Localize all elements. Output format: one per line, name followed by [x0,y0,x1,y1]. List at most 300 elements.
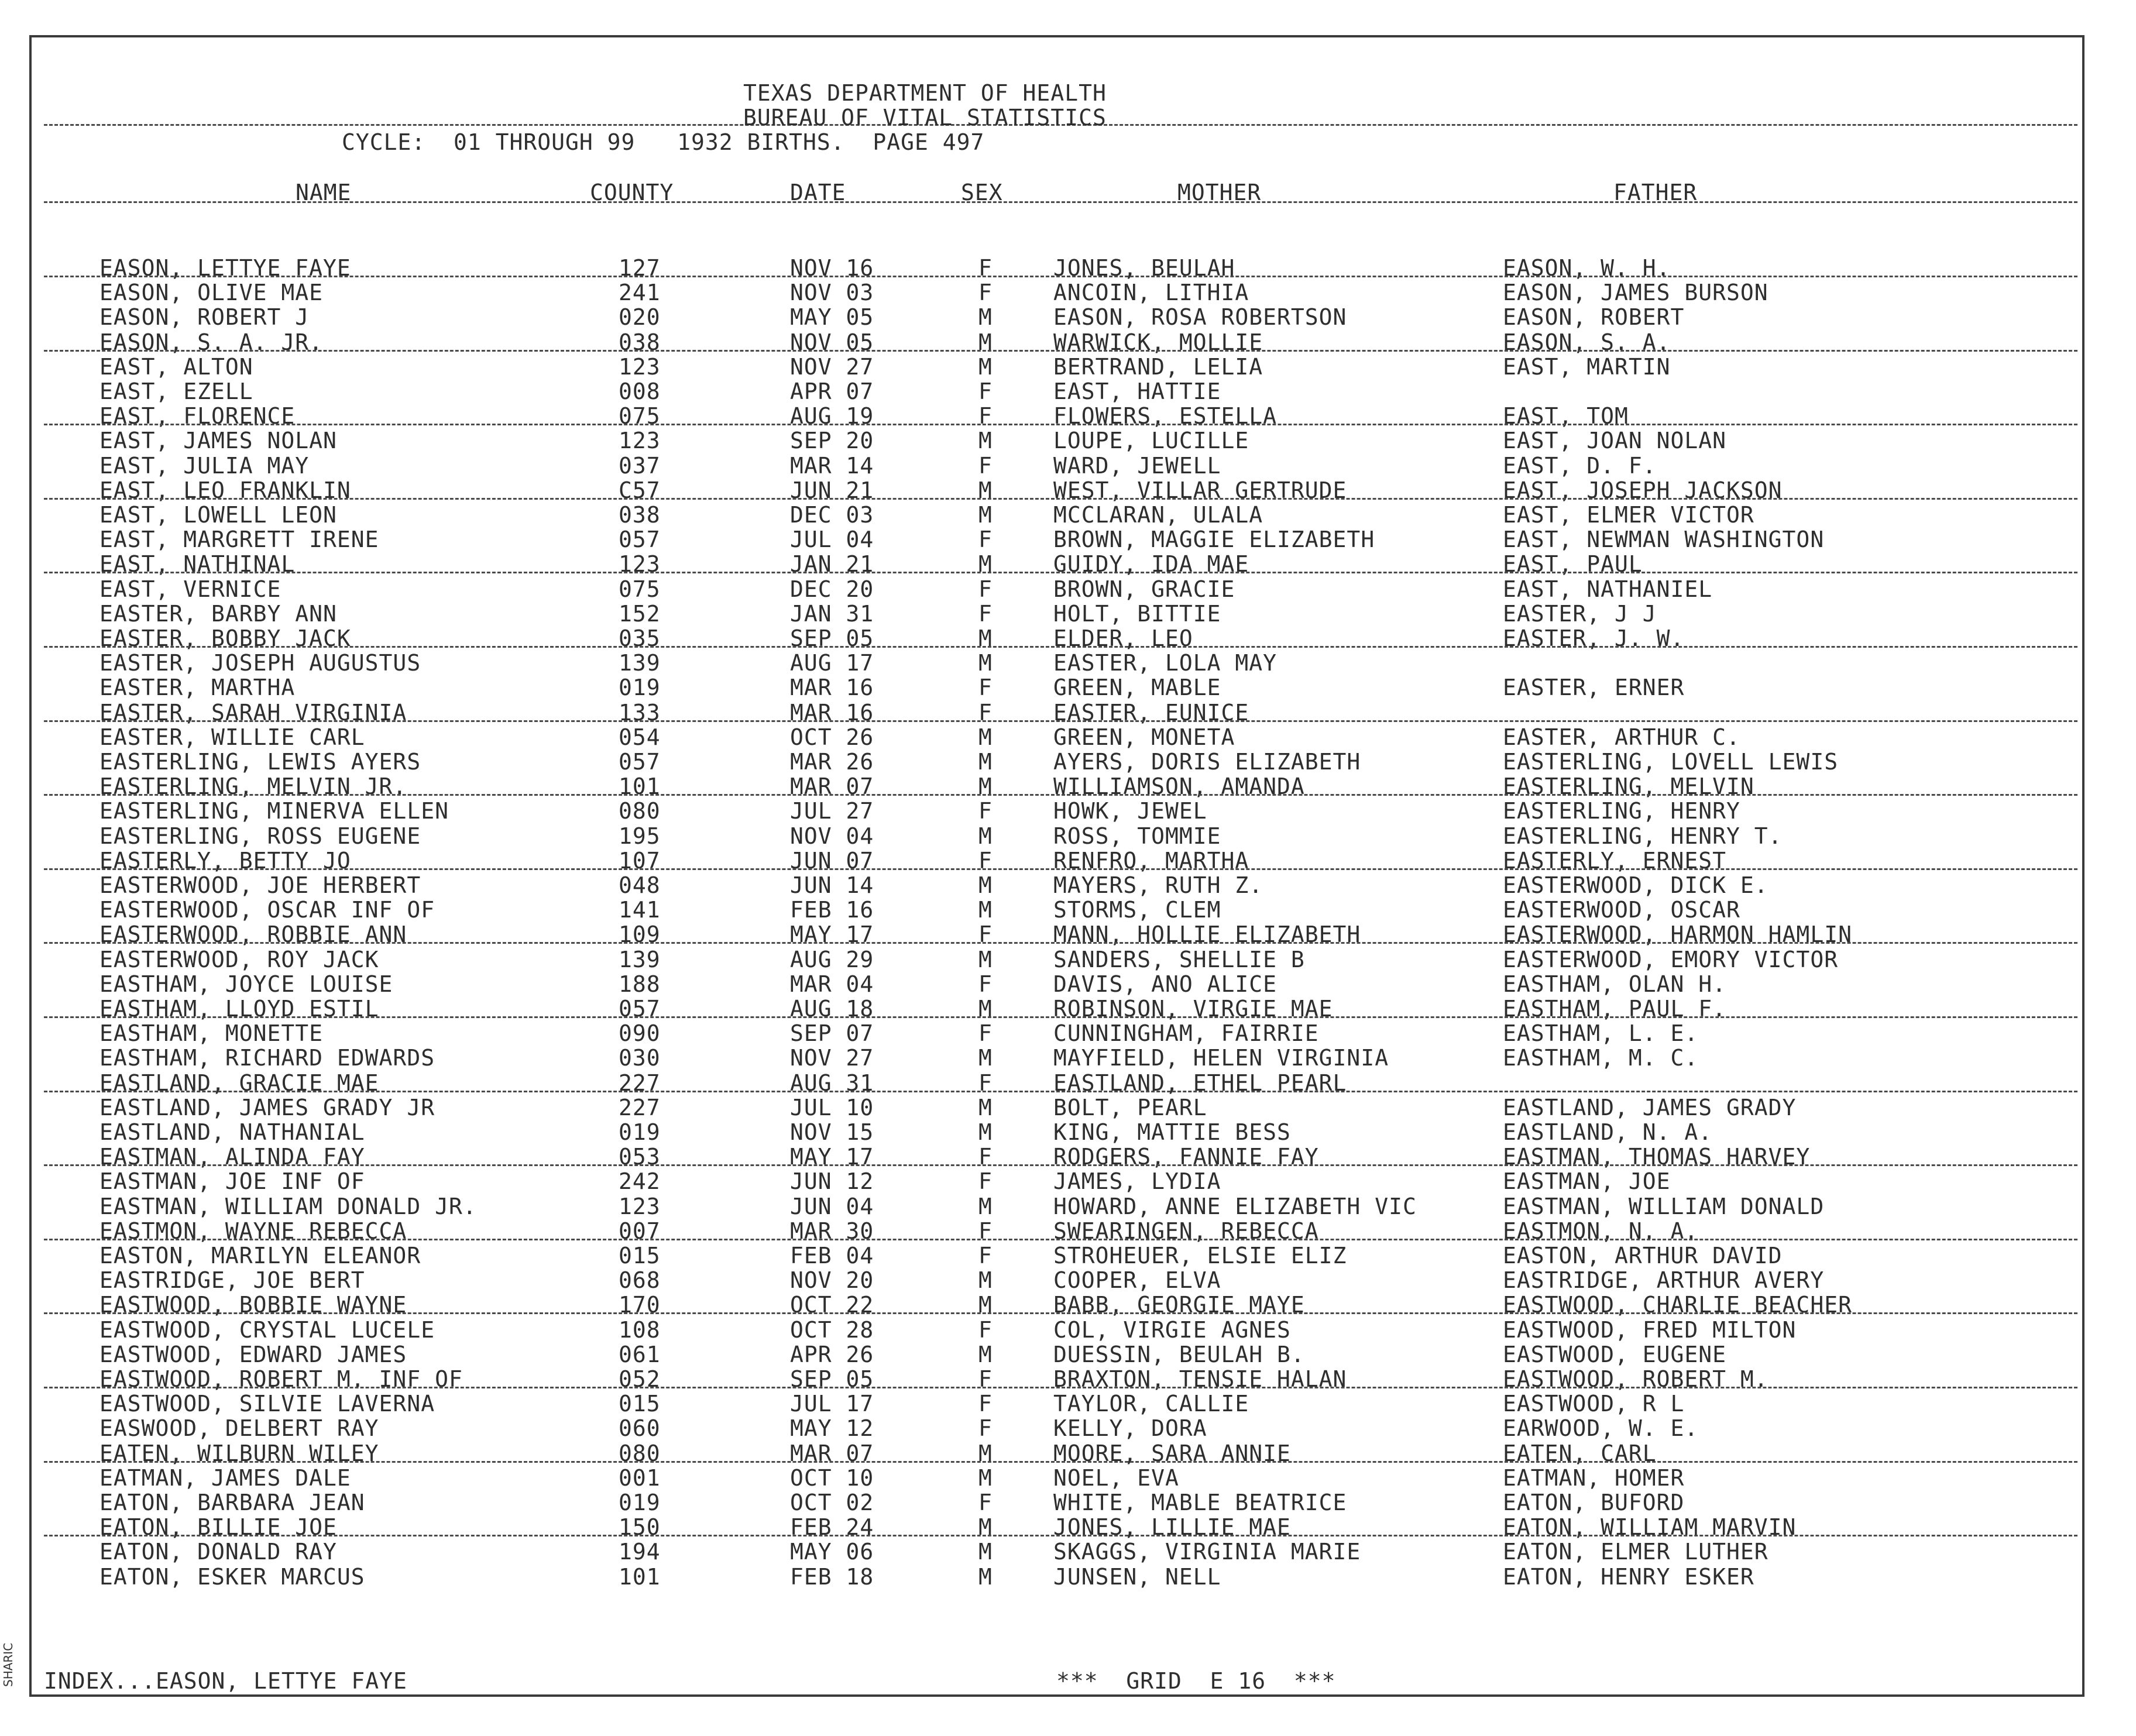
row-group-rule [44,868,2077,870]
record-sex: M [978,1514,993,1541]
record-mother: EAST, HATTIE [1053,379,1221,404]
record-sex: F [978,1144,993,1170]
record-name: EASTMAN, WILLIAM DONALD JR. [99,1193,477,1219]
record-mother: DUESSIN, BEULAH B. [1053,1341,1305,1367]
record-sex: M [978,428,993,454]
record-sex: F [978,527,993,553]
record-name: EASTERLING, MINERVA ELLEN [99,798,449,824]
record-date: JUN 04 [790,1193,874,1219]
record-mother: CUNNINGHAM, FAIRRIE [1053,1020,1319,1047]
record-row [0,1194,2136,1219]
record-sex: M [978,774,993,800]
record-date: JUL 27 [790,798,874,824]
record-date: AUG 18 [790,996,874,1022]
record-date: JAN 21 [790,551,874,577]
record-mother: SWEARINGEN, REBECCA [1053,1218,1319,1244]
record-sex: M [978,749,993,775]
record-father: EASTER, J J [1503,600,1657,627]
record-mother: EASTER, EUNICE [1053,699,1249,726]
record-date: JUN 21 [790,477,874,503]
record-name: EASON, LETTYE FAYE [99,255,351,281]
record-father: EASTERLING, MELVIN [1503,774,1754,800]
record-county: 019 [619,675,661,701]
record-sex: M [978,946,993,972]
record-county: 057 [619,749,661,775]
record-sex: M [978,1267,993,1294]
record-county: 101 [619,774,661,800]
record-date: AUG 17 [790,650,874,676]
record-date: SEP 05 [790,1366,874,1392]
row-group-rule [44,1091,2077,1092]
record-name: EATON, ESKER MARCUS [99,1563,365,1590]
col-header-father: FATHER [1613,180,1698,205]
record-county: 035 [619,625,661,651]
record-row [0,355,2136,379]
record-mother: ROBINSON, VIRGIE MAE [1053,996,1333,1022]
record-name: EASTLAND, GRACIE MAE [99,1070,379,1096]
record-date: JAN 31 [790,600,874,627]
record-sex: M [978,551,993,577]
record-father: EAST, NATHANIEL [1503,576,1713,602]
record-row [0,280,2136,305]
record-row [0,750,2136,774]
record-sex: M [978,1292,993,1318]
record-name: EASTWOOD, ROBERT M. INF OF [99,1366,463,1392]
record-sex: F [978,1020,993,1047]
record-sex: F [978,600,993,627]
side-label: SHARIC [1,1642,15,1687]
record-county: C57 [619,477,661,503]
record-sex: F [978,675,993,701]
record-sex: M [978,724,993,750]
record-name: EAST, FLORENCE [99,403,296,429]
record-name: EASTER, WILLIE CARL [99,724,365,750]
record-date: MAR 07 [790,1440,874,1466]
column-header-rule [44,201,2077,203]
record-date: JUN 14 [790,872,874,898]
record-date: JUL 04 [790,527,874,553]
record-father: EAST, PAUL [1503,551,1643,577]
record-father: EASTERWOOD, HARMON HAMLIN [1503,922,1852,948]
record-county: 048 [619,872,661,898]
record-name: EATON, DONALD RAY [99,1539,337,1565]
record-sex: F [978,1490,993,1515]
record-row [0,1466,2136,1490]
record-sex: F [978,255,993,281]
record-date: MAR 16 [790,699,874,726]
record-mother: MOORE, SARA ANNIE [1053,1440,1291,1466]
record-date: OCT 22 [790,1292,874,1318]
record-date: NOV 20 [790,1267,874,1294]
record-sex: F [978,1391,993,1417]
record-sex: M [978,1341,993,1367]
record-father: EATON, ELMER LUTHER [1503,1539,1768,1565]
record-name: EAST, LEO FRANKLIN [99,477,351,503]
record-sex: F [978,1070,993,1096]
record-name: EASON, OLIVE MAE [99,280,324,306]
record-row [0,577,2136,601]
record-row [0,947,2136,972]
record-father: EAST, MARTIN [1503,353,1671,380]
record-mother: MAYFIELD, HELEN VIRGINIA [1053,1045,1389,1071]
record-father: EASTERWOOD, DICK E. [1503,872,1768,898]
record-sex: M [978,353,993,380]
record-county: 054 [619,724,661,750]
record-mother: BERTRAND, LELIA [1053,353,1263,380]
record-county: 037 [619,452,661,479]
record-sex: M [978,1465,993,1491]
record-row [0,1342,2136,1367]
grid-footer: *** GRID E 16 *** [1056,1668,1336,1694]
record-mother: WARWICK, MOLLIE [1053,329,1263,355]
record-date: MAY 05 [790,304,874,331]
record-mother: EASTER, LOLA MAY [1053,650,1278,676]
record-father: EASTERLY, ERNEST [1503,847,1727,874]
record-father: EASTERWOOD, EMORY VICTOR [1503,946,1839,972]
col-header-mother: MOTHER [1177,180,1262,205]
record-father: EAST, ELMER VICTOR [1503,502,1754,528]
record-date: SEP 20 [790,428,874,454]
record-name: EASTER, SARAH VIRGINIA [99,699,407,726]
record-row [0,1318,2136,1342]
record-name: EASTLAND, NATHANIAL [99,1119,365,1145]
record-mother: GUIDY, IDA MAE [1053,551,1249,577]
record-row [0,1268,2136,1292]
record-name: EASTERWOOD, ROBBIE ANN [99,922,407,948]
record-county: 152 [619,600,661,627]
record-date: NOV 27 [790,353,874,380]
record-county: 194 [619,1539,661,1565]
record-name: EASON, S. A. JR. [99,329,324,355]
record-date: NOV 03 [790,280,874,306]
record-sex: M [978,1539,993,1565]
record-sex: F [978,1218,993,1244]
record-mother: JAMES, LYDIA [1053,1168,1221,1195]
record-date: FEB 16 [790,897,874,923]
record-county: 127 [619,255,661,281]
record-date: OCT 26 [790,724,874,750]
record-name: EASTWOOD, BOBBIE WAYNE [99,1292,407,1318]
record-row [0,527,2136,552]
record-father: EASTER, ERNER [1503,675,1685,701]
row-group-rule [44,646,2077,648]
record-row [0,1490,2136,1515]
record-name: EASTER, BOBBY JACK [99,625,351,651]
record-sex: F [978,1316,993,1343]
record-name: EATMAN, JAMES DALE [99,1465,351,1491]
record-county: 020 [619,304,661,331]
record-mother: COOPER, ELVA [1053,1267,1221,1294]
record-father: EASTMAN, WILLIAM DONALD [1503,1193,1825,1219]
record-sex: F [978,452,993,479]
record-county: 038 [619,329,661,355]
record-county: 080 [619,798,661,824]
record-sex: F [978,847,993,874]
record-name: EASTHAM, MONETTE [99,1020,324,1047]
record-mother: JONES, LILLIE MAE [1053,1514,1291,1541]
record-mother: WARD, JEWELL [1053,452,1221,479]
record-name: EASTERLING, LEWIS AYERS [99,749,421,775]
record-father: EASTWOOD, R L [1503,1391,1685,1417]
record-name: EATON, BILLIE JOE [99,1514,337,1541]
record-sex: F [978,1415,993,1442]
row-group-rule [44,1016,2077,1018]
record-mother: BROWN, GRACIE [1053,576,1235,602]
record-mother: ROSS, TOMMIE [1053,823,1221,849]
record-sex: M [978,625,993,651]
col-header-sex: SEX [961,180,1003,205]
record-mother: FLOWERS, ESTELLA [1053,403,1278,429]
record-father: EASTRIDGE, ARTHUR AVERY [1503,1267,1825,1294]
record-row [0,1539,2136,1564]
record-father: EASON, JAMES BURSON [1503,280,1768,306]
record-sex: F [978,699,993,726]
record-sex: F [978,1366,993,1392]
record-row [0,972,2136,996]
record-name: EASTMON, WAYNE REBECCA [99,1218,407,1244]
record-date: NOV 27 [790,1045,874,1071]
record-father: EASTMAN, THOMAS HARVEY [1503,1144,1811,1170]
record-name: EASTON, MARILYN ELEANOR [99,1243,421,1269]
record-row [0,1565,2136,1589]
index-footer: INDEX...EASON, LETTYE FAYE [44,1668,407,1694]
record-row [0,305,2136,329]
record-father: EAST, D. F. [1503,452,1657,479]
record-date: NOV 16 [790,255,874,281]
record-father: EASON, S. A. [1503,329,1671,355]
record-sex: M [978,477,993,503]
record-sex: F [978,1243,993,1269]
record-father: EASON, W. H. [1503,255,1671,281]
record-date: DEC 20 [790,576,874,602]
record-date: FEB 24 [790,1514,874,1541]
row-group-rule [44,1312,2077,1314]
record-name: EAST, NATHINAL [99,551,296,577]
record-mother: AYERS, DORIS ELIZABETH [1053,749,1361,775]
record-mother: MANN, HOLLIE ELIZABETH [1053,922,1361,948]
record-sex: M [978,823,993,849]
record-sex: M [978,872,993,898]
record-sex: F [978,922,993,948]
record-row [0,1046,2136,1070]
record-county: 242 [619,1168,661,1195]
record-county: 141 [619,897,661,923]
record-sex: M [978,1045,993,1071]
record-name: EASTERLING, MELVIN JR. [99,774,407,800]
record-row [0,601,2136,626]
record-name: EAST, JAMES NOLAN [99,428,337,454]
record-name: EASTER, BARBY ANN [99,600,337,627]
record-date: MAR 26 [790,749,874,775]
col-header-name: NAME [296,180,352,205]
record-date: AUG 29 [790,946,874,972]
record-mother: MCCLARAN, ULALA [1053,502,1263,528]
record-father: EATON, BUFORD [1503,1490,1685,1515]
record-sex: M [978,1563,993,1590]
record-mother: EASTLAND, ETHEL PEARL [1053,1070,1347,1096]
record-row [0,379,2136,404]
record-date: MAR 07 [790,774,874,800]
record-name: EASTMAN, JOE INF OF [99,1168,365,1195]
record-mother: HOLT, BITTIE [1053,600,1221,627]
record-county: 195 [619,823,661,849]
record-county: 170 [619,1292,661,1318]
record-date: FEB 04 [790,1243,874,1269]
record-date: MAR 30 [790,1218,874,1244]
record-father: EASTHAM, PAUL F. [1503,996,1727,1022]
record-row [0,898,2136,922]
record-date: MAR 16 [790,675,874,701]
record-name: EASTHAM, RICHARD EDWARDS [99,1045,435,1071]
record-mother: BABB, GEORGIE MAYE [1053,1292,1305,1318]
row-group-rule [44,572,2077,573]
record-mother: WILLIAMSON, AMANDA [1053,774,1305,800]
record-row [0,428,2136,453]
record-sex: M [978,1094,993,1120]
record-county: 123 [619,551,661,577]
record-county: 001 [619,1465,661,1491]
record-mother: TAYLOR, CALLIE [1053,1391,1249,1417]
record-row [0,1416,2136,1441]
record-mother: LOUPE, LUCILLE [1053,428,1249,454]
record-county: 019 [619,1119,661,1145]
record-date: FEB 18 [790,1563,874,1590]
record-sex: F [978,280,993,306]
record-mother: ANCOIN, LITHIA [1053,280,1249,306]
record-father: EASTERLING, HENRY [1503,798,1740,824]
record-row [0,824,2136,848]
record-name: EATON, BARBARA JEAN [99,1490,365,1515]
record-sex: F [978,798,993,824]
record-name: EASON, ROBERT J [99,304,310,331]
record-sex: M [978,1440,993,1466]
record-name: EASTERWOOD, JOE HERBERT [99,872,421,898]
record-mother: KELLY, DORA [1053,1415,1207,1442]
record-mother: STORMS, CLEM [1053,897,1221,923]
record-county: 133 [619,699,661,726]
record-row [0,1095,2136,1120]
record-name: EASTWOOD, SILVIE LAVERNA [99,1391,435,1417]
record-father: EASTWOOD, EUGENE [1503,1341,1727,1367]
record-name: EASTERLY, BETTY JO [99,847,351,874]
record-father: EASTERWOOD, OSCAR [1503,897,1740,923]
record-date: NOV 05 [790,329,874,355]
record-father: EASTWOOD, FRED MILTON [1503,1316,1797,1343]
record-mother: KING, MATTIE BESS [1053,1119,1291,1145]
record-date: MAR 04 [790,971,874,997]
record-mother: WEST, VILLAR GERTRUDE [1053,477,1347,503]
record-county: 241 [619,280,661,306]
record-mother: BOLT, PEARL [1053,1094,1207,1120]
record-mother: WHITE, MABLE BEATRICE [1053,1490,1347,1515]
record-sex: M [978,1119,993,1145]
record-mother: ELDER, LEO [1053,625,1193,651]
record-mother: SANDERS, SHELLIE B [1053,946,1305,972]
record-name: EASTHAM, JOYCE LOUISE [99,971,393,997]
record-county: 123 [619,353,661,380]
record-date: OCT 10 [790,1465,874,1491]
record-father: EASTERLING, HENRY T. [1503,823,1783,849]
record-county: 038 [619,502,661,528]
record-row [0,725,2136,750]
record-name: EASTWOOD, CRYSTAL LUCELE [99,1316,435,1343]
record-county: 057 [619,527,661,553]
record-name: EAST, EZELL [99,379,253,404]
record-county: 061 [619,1341,661,1367]
record-sex: F [978,1168,993,1195]
record-row [0,873,2136,898]
record-father: EAST, TOM [1503,403,1629,429]
record-mother: SKAGGS, VIRGINIA MARIE [1053,1539,1361,1565]
record-county: 188 [619,971,661,997]
record-father: EASTLAND, JAMES GRADY [1503,1094,1797,1120]
record-father: EASTWOOD, ROBERT M. [1503,1366,1768,1392]
record-sex: M [978,329,993,355]
record-mother: HOWARD, ANNE ELIZABETH VIC [1053,1193,1417,1219]
record-county: 068 [619,1267,661,1294]
record-father: EASTHAM, L. E. [1503,1020,1699,1047]
record-date: OCT 28 [790,1316,874,1343]
record-county: 123 [619,1193,661,1219]
record-county: 227 [619,1094,661,1120]
record-county: 008 [619,379,661,404]
record-name: EASTHAM, LLOYD ESTIL [99,996,379,1022]
record-father: EAST, JOSEPH JACKSON [1503,477,1783,503]
record-father: EATON, HENRY ESKER [1503,1563,1754,1590]
col-header-date: DATE [790,180,846,205]
record-row [0,453,2136,478]
record-county: 150 [619,1514,661,1541]
record-date: NOV 15 [790,1119,874,1145]
record-sex: M [978,650,993,676]
dept-title: TEXAS DEPARTMENT OF HEALTH [743,80,1107,106]
record-mother: GREEN, MABLE [1053,675,1221,701]
row-group-rule [44,1387,2077,1388]
record-county: 107 [619,847,661,874]
bureau-title: BUREAU OF VITAL STATISTICS [743,105,1107,130]
record-county: 139 [619,946,661,972]
record-date: MAY 17 [790,1144,874,1170]
record-row [0,651,2136,675]
record-date: APR 26 [790,1341,874,1367]
record-date: MAY 06 [790,1539,874,1565]
record-county: 007 [619,1218,661,1244]
record-mother: JUNSEN, NELL [1053,1563,1221,1590]
col-header-county: COUNTY [590,180,674,205]
record-county: 015 [619,1243,661,1269]
record-mother: RENFRO, MARTHA [1053,847,1249,874]
record-name: EASTER, MARTHA [99,675,296,701]
record-mother: NOEL, EVA [1053,1465,1179,1491]
record-row [0,675,2136,700]
record-name: EATEN, WILBURN WILEY [99,1440,379,1466]
record-row [0,1169,2136,1194]
record-date: MAY 17 [790,922,874,948]
record-date: MAY 12 [790,1415,874,1442]
record-mother: HOWK, JEWEL [1053,798,1207,824]
record-name: EASTRIDGE, JOE BERT [99,1267,365,1294]
record-sex: F [978,576,993,602]
record-mother: EASON, ROSA ROBERTSON [1053,304,1347,331]
record-father: EASTERLING, LOVELL LEWIS [1503,749,1839,775]
record-date: OCT 02 [790,1490,874,1515]
record-name: EASTERWOOD, OSCAR INF OF [99,897,435,923]
record-name: EAST, VERNICE [99,576,281,602]
record-name: EASTER, JOSEPH AUGUSTUS [99,650,421,676]
row-group-rule [44,424,2077,425]
record-county: 108 [619,1316,661,1343]
record-sex: M [978,1193,993,1219]
